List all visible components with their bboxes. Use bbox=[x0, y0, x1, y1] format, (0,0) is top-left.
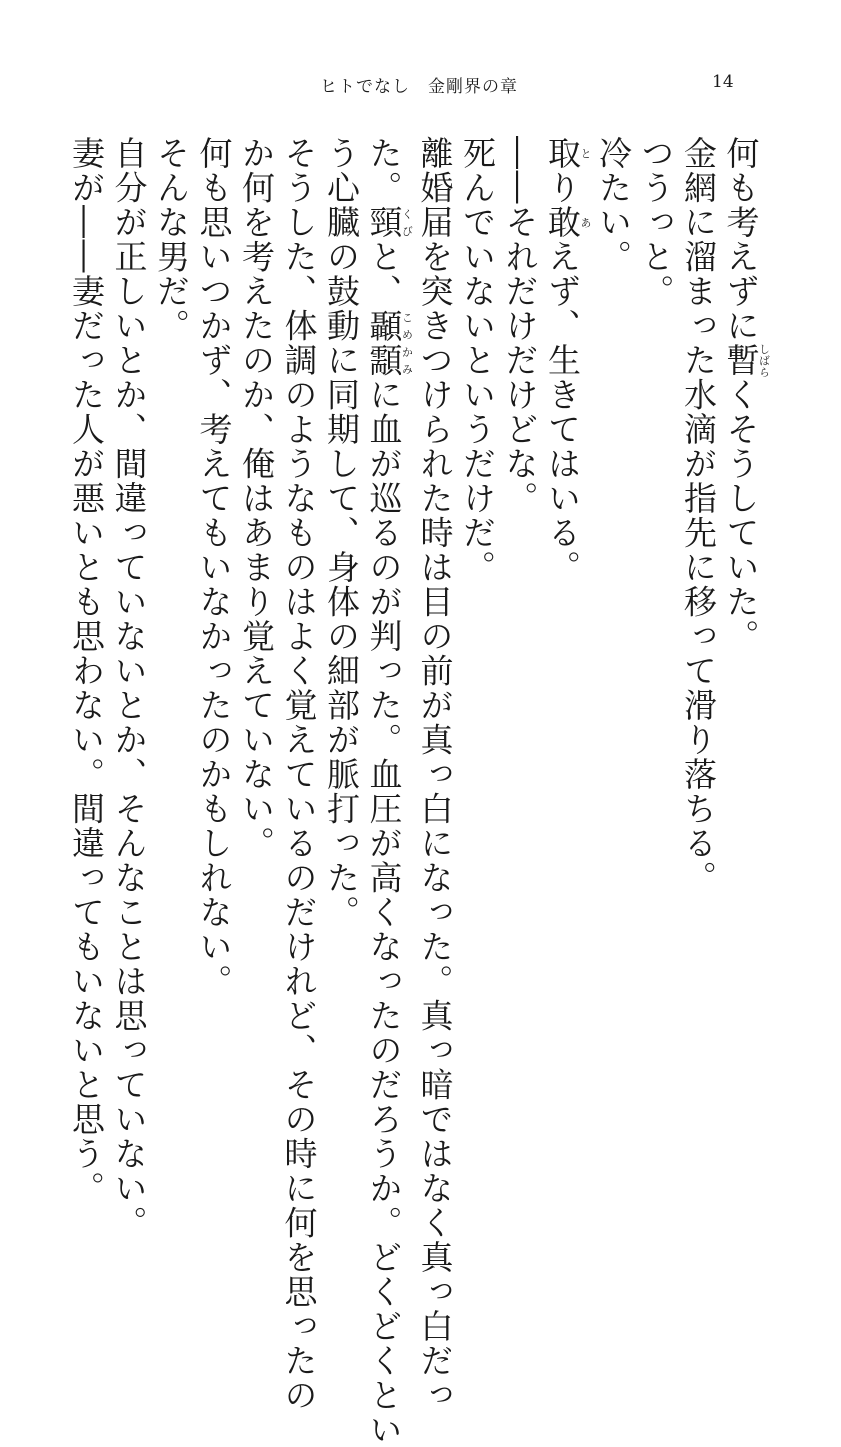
running-title: ヒトでなし 金剛界の章 bbox=[320, 72, 518, 97]
text-segment: に血が巡るのが判った。血圧が高くなったのだろうか。どくどくとい bbox=[365, 378, 404, 1447]
text-segment: と、 bbox=[365, 240, 404, 309]
ruby-base: 頸 bbox=[365, 205, 404, 240]
ruby-reading: くび bbox=[401, 205, 414, 240]
ruby-a bbox=[543, 205, 582, 240]
vertical-body-text bbox=[80, 136, 770, 1156]
text-line-7: 死んでいないというだけだ。 bbox=[456, 136, 499, 1156]
ruby-reading: あ bbox=[579, 205, 592, 240]
text-line-15: 自分が正しいとか、間違っていないとか、そんなことは思っていない。 bbox=[107, 136, 150, 1156]
ruby-base: 顳顬 bbox=[365, 309, 404, 378]
text-line-12: か何を考えたのか、俺はあまり覚えていない。 bbox=[235, 136, 278, 1156]
ruby-reading: と bbox=[579, 136, 592, 171]
text-line-2: 金網に溜まった水滴が指先に移って滑り落ちる。 bbox=[677, 136, 720, 1156]
text-segment: 何も考えずに bbox=[722, 136, 761, 343]
ruby-base: 取 bbox=[543, 136, 582, 171]
text-line-8: 離婚届を突きつけられた時は目の前が真っ白になった。真っ暗ではなく真っ白だっ bbox=[413, 136, 456, 1156]
ruby-reading: こめかみ bbox=[401, 309, 414, 378]
text-line-5 bbox=[541, 136, 592, 1156]
text-line-16: 妻が――妻だった人が悪いとも思わない。間違ってもいないと思う。 bbox=[65, 136, 108, 1156]
text-segment: くそうしていた。 bbox=[722, 378, 761, 654]
page-number: 14 bbox=[712, 72, 734, 92]
ruby-base: 暫 bbox=[722, 343, 761, 378]
ruby-komekami bbox=[365, 309, 404, 378]
ruby-base: 敢 bbox=[543, 205, 582, 240]
text-line-10: う心臓の鼓動に同期して、身体の細部が脈打った。 bbox=[320, 136, 363, 1156]
text-line-6: ――それだけだけどな。 bbox=[498, 136, 541, 1156]
ruby-kubi bbox=[365, 205, 404, 240]
text-line-11: そうした、体調のようなものはよく覚えているのだけれど、その時に何を思ったの bbox=[277, 136, 320, 1156]
text-line-1 bbox=[719, 136, 770, 1156]
text-segment: た。 bbox=[365, 136, 404, 205]
text-segment: えず、生きてはいる。 bbox=[543, 240, 582, 585]
ruby-to bbox=[543, 136, 582, 171]
ruby-reading: しばら bbox=[758, 343, 771, 378]
text-line-3: つうっと。 bbox=[634, 136, 677, 1156]
text-line-13: 何も思いつかず、考えてもいなかったのかもしれない。 bbox=[192, 136, 235, 1156]
text-segment: り bbox=[543, 171, 582, 206]
text-line-9 bbox=[362, 136, 413, 1156]
ruby-shibaraku bbox=[722, 343, 761, 378]
text-line-14: そんな男だ。 bbox=[150, 136, 193, 1156]
text-line-4: 冷たい。 bbox=[592, 136, 635, 1156]
